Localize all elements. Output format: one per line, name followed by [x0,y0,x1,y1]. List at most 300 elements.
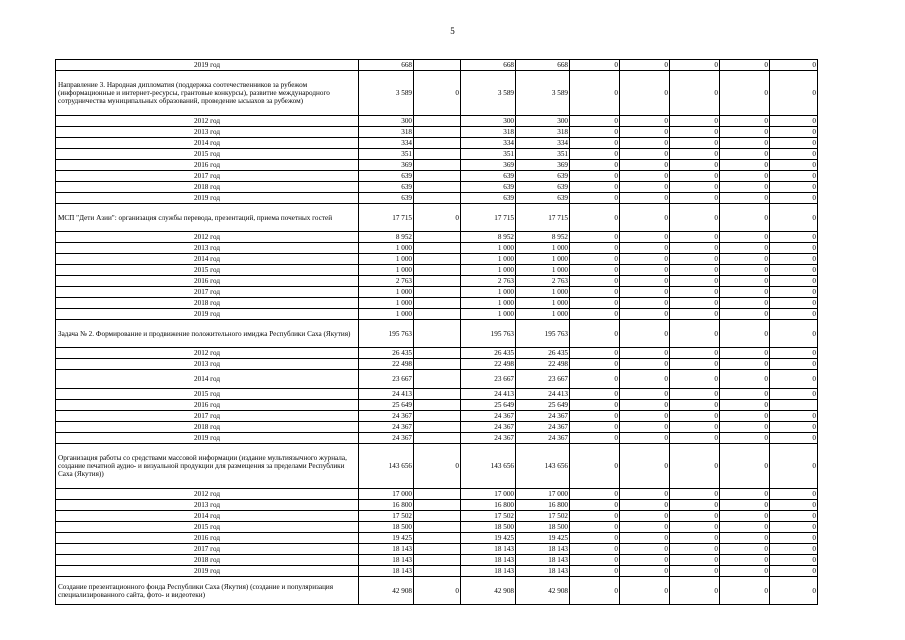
value-cell: 1 000 [359,309,414,320]
section-row [56,320,818,348]
value-cell [414,138,461,149]
value-cell: 0 [720,287,770,298]
value-cell: 0 [620,243,670,254]
section-label: Организация работы со средствами массовой информации (издание мультиязычного журнала, создание печатной аудио- и визуальной продукции для размещения за пределами Республики Саха (Якутия)) [56,444,359,489]
value-cell [414,298,461,309]
value-cell: 0 [670,533,720,544]
value-cell [414,522,461,533]
value-cell: 0 [770,348,818,359]
value-cell: 0 [620,138,670,149]
value-cell: 0 [620,60,670,71]
value-cell: 0 [770,287,818,298]
value-cell: 17 715 [461,204,516,232]
value-cell: 23 667 [461,370,516,389]
value-cell: 0 [620,411,670,422]
year-label: 2013 год [56,500,359,511]
value-cell: 17 000 [461,489,516,500]
value-cell: 19 425 [461,533,516,544]
year-row [56,566,818,577]
value-cell: 0 [620,182,670,193]
value-cell: 639 [359,171,414,182]
value-cell [414,422,461,433]
value-cell: 0 [670,511,720,522]
year-label: 2016 год [56,400,359,411]
value-cell: 0 [720,348,770,359]
value-cell: 18 143 [359,566,414,577]
value-cell: 0 [620,116,670,127]
value-cell: 24 413 [359,389,414,400]
value-cell: 351 [461,149,516,160]
value-cell: 0 [570,116,620,127]
year-row [56,422,818,433]
value-cell [414,182,461,193]
value-cell: 0 [570,320,620,348]
year-row [56,193,818,204]
value-cell: 0 [670,566,720,577]
value-cell: 334 [359,138,414,149]
value-cell: 0 [414,71,461,116]
value-cell: 0 [620,359,670,370]
value-cell: 24 367 [359,433,414,444]
value-cell [414,193,461,204]
value-cell: 16 800 [359,500,414,511]
value-cell: 0 [720,422,770,433]
value-cell: 0 [770,389,818,400]
value-cell: 0 [720,320,770,348]
value-cell: 0 [770,566,818,577]
value-cell: 143 656 [516,444,570,489]
value-cell: 369 [461,160,516,171]
value-cell: 18 500 [359,522,414,533]
section-row [56,444,818,489]
value-cell: 318 [359,127,414,138]
value-cell: 0 [570,171,620,182]
value-cell: 0 [670,433,720,444]
value-cell: 1 000 [516,254,570,265]
value-cell: 0 [720,71,770,116]
year-label: 2019 год [56,60,359,71]
value-cell: 1 000 [461,287,516,298]
value-cell: 0 [670,500,720,511]
value-cell: 18 143 [359,544,414,555]
year-row [56,265,818,276]
value-cell: 0 [670,370,720,389]
value-cell: 143 656 [461,444,516,489]
value-cell: 0 [670,577,720,605]
value-cell: 0 [770,265,818,276]
year-label: 2015 год [56,389,359,400]
value-cell: 639 [461,193,516,204]
value-cell: 0 [620,433,670,444]
value-cell: 0 [720,500,770,511]
year-label: 2018 год [56,422,359,433]
section-label: Направление 3. Народная дипломатия (поддержка соотечественников за рубежом (информационные и интернет-ресурсы, грантовые конкурсы), развитие международного сотрудничества муниципальных образований, проведение ысыахов за рубежом) [56,71,359,116]
value-cell: 300 [359,116,414,127]
value-cell: 0 [770,433,818,444]
value-cell: 0 [770,204,818,232]
value-cell: 0 [770,544,818,555]
value-cell: 18 143 [516,555,570,566]
value-cell: 0 [770,533,818,544]
value-cell: 0 [670,298,720,309]
value-cell: 0 [570,544,620,555]
year-label: 2016 год [56,533,359,544]
value-cell: 0 [570,254,620,265]
value-cell: 18 143 [359,555,414,566]
value-cell: 0 [670,489,720,500]
value-cell: 0 [720,555,770,566]
value-cell: 18 143 [461,555,516,566]
value-cell: 0 [720,511,770,522]
year-label: 2018 год [56,182,359,193]
value-cell: 24 367 [461,433,516,444]
year-label: 2018 год [56,298,359,309]
value-cell: 25 649 [516,400,570,411]
value-cell: 369 [359,160,414,171]
value-cell: 0 [770,182,818,193]
value-cell: 195 763 [516,320,570,348]
value-cell: 0 [570,287,620,298]
value-cell: 0 [770,149,818,160]
value-cell: 0 [720,489,770,500]
value-cell: 0 [720,400,770,411]
value-cell: 0 [620,389,670,400]
year-label: 2014 год [56,511,359,522]
year-label: 2019 год [56,193,359,204]
value-cell: 0 [570,348,620,359]
value-cell: 0 [570,243,620,254]
value-cell: 0 [770,577,818,605]
section-row [56,577,818,605]
value-cell: 19 425 [359,533,414,544]
value-cell: 1 000 [461,265,516,276]
value-cell: 1 000 [461,254,516,265]
year-row [56,389,818,400]
value-cell: 0 [570,276,620,287]
value-cell: 0 [620,370,670,389]
value-cell: 18 143 [461,566,516,577]
value-cell: 19 425 [516,533,570,544]
year-label: 2019 год [56,566,359,577]
value-cell: 25 649 [359,400,414,411]
value-cell: 0 [620,298,670,309]
year-row [56,348,818,359]
value-cell: 639 [516,193,570,204]
value-cell: 0 [720,116,770,127]
value-cell [414,348,461,359]
value-cell: 0 [670,127,720,138]
value-cell [414,500,461,511]
value-cell: 0 [670,204,720,232]
value-cell: 1 000 [359,287,414,298]
value-cell: 0 [670,444,720,489]
value-cell [414,533,461,544]
value-cell: 2 763 [461,276,516,287]
value-cell: 0 [670,243,720,254]
value-cell: 0 [720,566,770,577]
value-cell: 0 [414,444,461,489]
value-cell: 1 000 [461,298,516,309]
value-cell: 0 [770,320,818,348]
value-cell [414,149,461,160]
year-row [56,522,818,533]
value-cell: 0 [570,160,620,171]
value-cell: 0 [570,149,620,160]
value-cell: 0 [570,511,620,522]
value-cell: 195 763 [359,320,414,348]
value-cell: 0 [670,138,720,149]
year-row [56,182,818,193]
value-cell: 0 [770,171,818,182]
page-number: 5 [450,26,455,36]
value-cell: 8 952 [516,232,570,243]
value-cell: 17 715 [516,204,570,232]
year-row [56,160,818,171]
value-cell: 22 498 [461,359,516,370]
value-cell: 668 [359,60,414,71]
value-cell: 1 000 [516,243,570,254]
value-cell [414,309,461,320]
value-cell: 0 [570,522,620,533]
value-cell: 0 [620,533,670,544]
year-label: 2013 год [56,359,359,370]
value-cell: 0 [670,411,720,422]
value-cell: 1 000 [516,298,570,309]
value-cell: 0 [670,116,720,127]
value-cell: 0 [620,149,670,160]
value-cell: 0 [570,359,620,370]
value-cell: 26 435 [359,348,414,359]
value-cell [414,276,461,287]
value-cell: 0 [570,309,620,320]
value-cell: 3 589 [359,71,414,116]
value-cell [414,171,461,182]
value-cell: 1 000 [359,243,414,254]
value-cell: 0 [570,500,620,511]
year-row [56,276,818,287]
value-cell: 0 [570,533,620,544]
value-cell: 0 [720,389,770,400]
value-cell: 0 [720,522,770,533]
value-cell: 0 [620,566,670,577]
value-cell: 668 [461,60,516,71]
value-cell: 0 [720,232,770,243]
section-label: МСП "Дети Азии": организация службы перевода, презентаций, приема почетных гостей [56,204,359,232]
value-cell [414,489,461,500]
value-cell: 0 [620,522,670,533]
value-cell: 639 [516,182,570,193]
value-cell: 25 649 [461,400,516,411]
value-cell: 0 [720,254,770,265]
value-cell: 24 367 [461,411,516,422]
value-cell: 0 [670,232,720,243]
value-cell [414,389,461,400]
value-cell: 22 498 [516,359,570,370]
value-cell: 0 [620,577,670,605]
value-cell: 0 [770,444,818,489]
year-row [56,60,818,71]
value-cell: 24 413 [461,389,516,400]
value-cell: 0 [770,193,818,204]
value-cell: 0 [570,370,620,389]
value-cell: 639 [359,193,414,204]
value-cell: 143 656 [359,444,414,489]
value-cell: 0 [770,555,818,566]
year-label: 2014 год [56,254,359,265]
year-row [56,138,818,149]
value-cell: 18 143 [516,544,570,555]
value-cell: 0 [670,555,720,566]
value-cell: 0 [770,370,818,389]
value-cell: 42 908 [359,577,414,605]
value-cell: 0 [670,400,720,411]
value-cell: 0 [620,204,670,232]
year-row [56,127,818,138]
value-cell: 195 763 [461,320,516,348]
value-cell: 639 [461,182,516,193]
value-cell: 351 [516,149,570,160]
value-cell: 0 [770,511,818,522]
value-cell: 668 [516,60,570,71]
value-cell: 0 [770,60,818,71]
value-cell: 300 [461,116,516,127]
value-cell [414,370,461,389]
value-cell: 24 367 [359,411,414,422]
value-cell: 3 589 [461,71,516,116]
year-row [56,555,818,566]
year-row [56,298,818,309]
value-cell: 0 [720,544,770,555]
section-row [56,370,818,389]
value-cell: 1 000 [359,254,414,265]
value-cell: 351 [359,149,414,160]
year-row [56,149,818,160]
year-row [56,489,818,500]
value-cell: 18 143 [461,544,516,555]
value-cell: 0 [570,298,620,309]
value-cell: 18 500 [516,522,570,533]
value-cell: 0 [620,193,670,204]
value-cell: 0 [770,160,818,171]
value-cell: 17 715 [359,204,414,232]
value-cell: 0 [770,309,818,320]
value-cell: 0 [770,243,818,254]
value-cell [770,400,818,411]
value-cell: 0 [620,287,670,298]
value-cell: 639 [461,171,516,182]
year-label: 2017 год [56,411,359,422]
value-cell: 0 [570,71,620,116]
value-cell: 0 [720,182,770,193]
value-cell: 17 502 [461,511,516,522]
value-cell: 22 498 [359,359,414,370]
value-cell: 0 [720,243,770,254]
value-cell: 24 367 [516,411,570,422]
value-cell: 0 [720,265,770,276]
value-cell: 18 500 [461,522,516,533]
value-cell [414,359,461,370]
year-label: 2012 год [56,348,359,359]
year-row [56,433,818,444]
value-cell [414,433,461,444]
value-cell: 0 [770,232,818,243]
value-cell: 26 435 [516,348,570,359]
value-cell: 0 [670,359,720,370]
year-label: 2019 год [56,309,359,320]
value-cell: 0 [570,400,620,411]
value-cell: 1 000 [359,298,414,309]
value-cell: 24 367 [359,422,414,433]
value-cell: 0 [620,500,670,511]
value-cell: 3 589 [516,71,570,116]
value-cell: 0 [570,127,620,138]
year-row [56,287,818,298]
value-cell: 0 [670,544,720,555]
value-cell: 0 [720,359,770,370]
value-cell: 24 413 [516,389,570,400]
value-cell: 0 [620,265,670,276]
year-row [56,171,818,182]
value-cell: 0 [770,489,818,500]
value-cell: 0 [720,533,770,544]
value-cell: 0 [670,149,720,160]
value-cell: 0 [670,265,720,276]
section-row [56,71,818,116]
value-cell: 0 [570,232,620,243]
value-cell: 0 [570,422,620,433]
value-cell: 8 952 [359,232,414,243]
year-label: 2015 год [56,149,359,160]
year-label: 2014 год [56,138,359,149]
value-cell [414,511,461,522]
value-cell [414,160,461,171]
value-cell: 1 000 [461,243,516,254]
year-label: 2017 год [56,287,359,298]
value-cell: 23 667 [359,370,414,389]
section-label: Создание презентационного фонда Республики Саха (Якутия) (создание и популяризация специализированного сайта, фото- и видеотеки) [56,577,359,605]
value-cell: 18 143 [516,566,570,577]
value-cell: 0 [620,444,670,489]
value-cell: 0 [720,171,770,182]
value-cell: 639 [359,182,414,193]
value-cell [414,243,461,254]
value-cell [414,116,461,127]
value-cell: 0 [720,444,770,489]
value-cell: 0 [620,555,670,566]
value-cell: 0 [770,411,818,422]
value-cell: 0 [620,309,670,320]
year-label: 2015 год [56,265,359,276]
value-cell: 0 [720,160,770,171]
year-label: 2017 год [56,171,359,182]
value-cell: 0 [670,160,720,171]
value-cell: 1 000 [516,309,570,320]
value-cell: 0 [620,232,670,243]
value-cell: 0 [720,138,770,149]
value-cell: 0 [570,182,620,193]
value-cell: 0 [720,193,770,204]
value-cell: 0 [620,400,670,411]
value-cell: 0 [770,116,818,127]
value-cell: 0 [670,287,720,298]
value-cell: 0 [620,320,670,348]
year-label: 2012 год [56,489,359,500]
value-cell: 300 [516,116,570,127]
value-cell: 0 [570,489,620,500]
year-row [56,500,818,511]
year-label: 2012 год [56,232,359,243]
value-cell: 0 [620,276,670,287]
